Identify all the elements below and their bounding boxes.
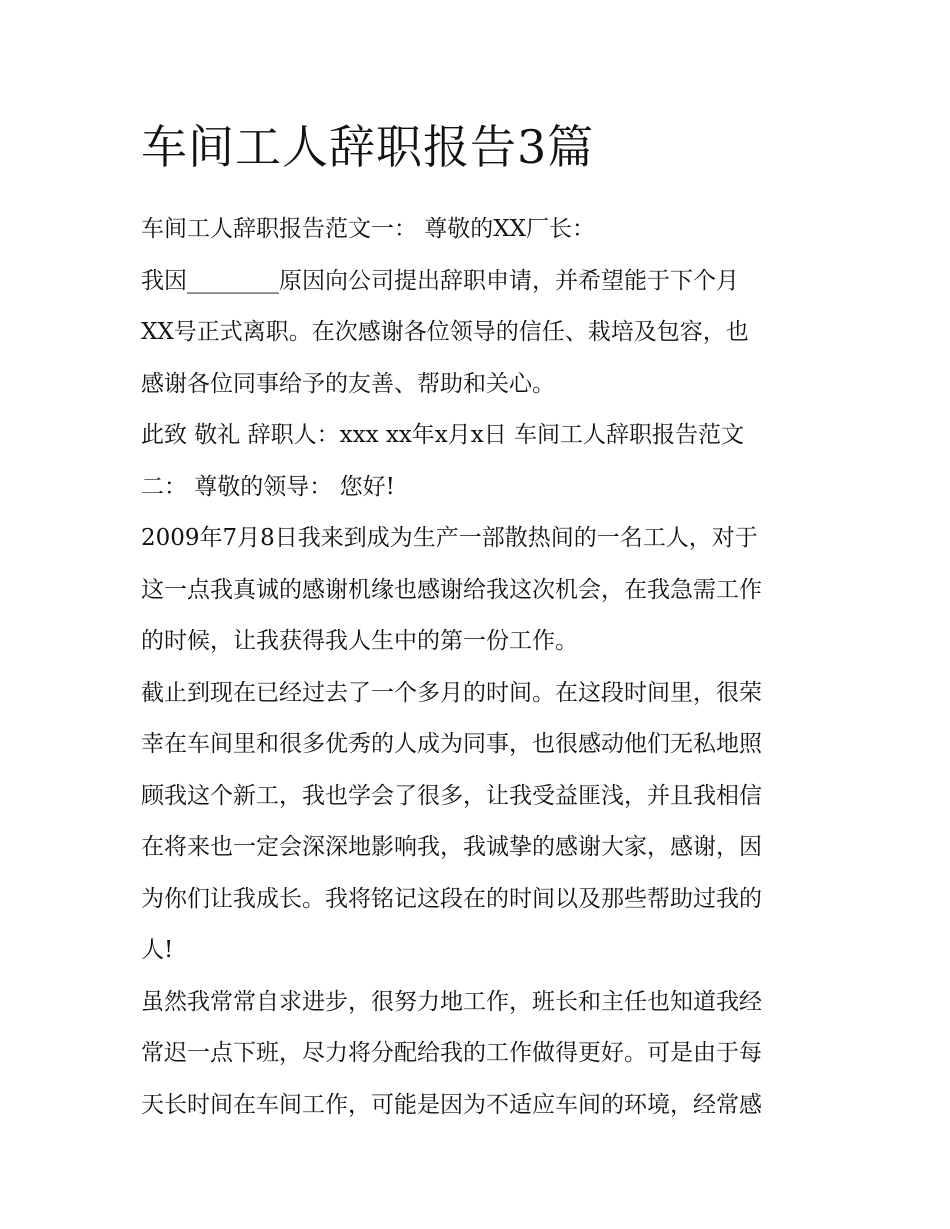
text-line: 在将来也一定会深深地影响我，我诚挚的感谢大家，感谢，因 bbox=[141, 834, 762, 860]
text-line: 我因________原因向公司提出辞职申请，并希望能于下个月 bbox=[141, 267, 739, 294]
text-line: 这一点我真诚的感谢机缘也感谢给我这次机会，在我急需工作 bbox=[141, 576, 762, 603]
document-title: 车间工人辞职报告3篇 bbox=[141, 120, 595, 174]
text-line: 二： 尊敬的领导： 您好! bbox=[141, 473, 395, 500]
text-line: 此致 敬礼 辞职人：xxx xx年x月x日 车间工人辞职报告范文 bbox=[141, 422, 745, 448]
text-line: 虽然我常常自求进步，很努力地工作，班长和主任也知道我经 bbox=[141, 988, 762, 1015]
document-page bbox=[141, 112, 821, 1131]
text-line: 常迟一点下班，尽力将分配给我的工作做得更好。可是由于每 bbox=[141, 1040, 762, 1066]
text-line: 为你们让我成长。我将铭记这段在的时间以及那些帮助过我的 bbox=[141, 885, 762, 912]
text-line: 截止到现在已经过去了一个多月的时间。在这段时间里，很荣 bbox=[141, 679, 762, 706]
text-line: 感谢各位同事给予的友善、帮助和关心。 bbox=[141, 370, 555, 397]
text-line: 天长时间在车间工作，可能是因为不适应车间的环境，经常感 bbox=[141, 1091, 762, 1118]
text-line: 2009年7月8日我来到成为生产一部散热间的一名工人，对于 bbox=[141, 525, 758, 551]
text-line: 车间工人辞职报告范文一： 尊敬的XX厂长： bbox=[141, 216, 596, 242]
text-line: XX号正式离职。在次感谢各位领导的信任、栽培及包容，也 bbox=[141, 319, 749, 345]
text-line: 的时候，让我获得我人生中的第一份工作。 bbox=[141, 628, 578, 654]
text-line: 人! bbox=[141, 937, 174, 963]
text-line: 顾我这个新工，我也学会了很多，让我受益匪浅，并且我相信 bbox=[141, 782, 762, 809]
text-line: 幸在车间里和很多优秀的人成为同事，也很感动他们无私地照 bbox=[141, 731, 762, 757]
